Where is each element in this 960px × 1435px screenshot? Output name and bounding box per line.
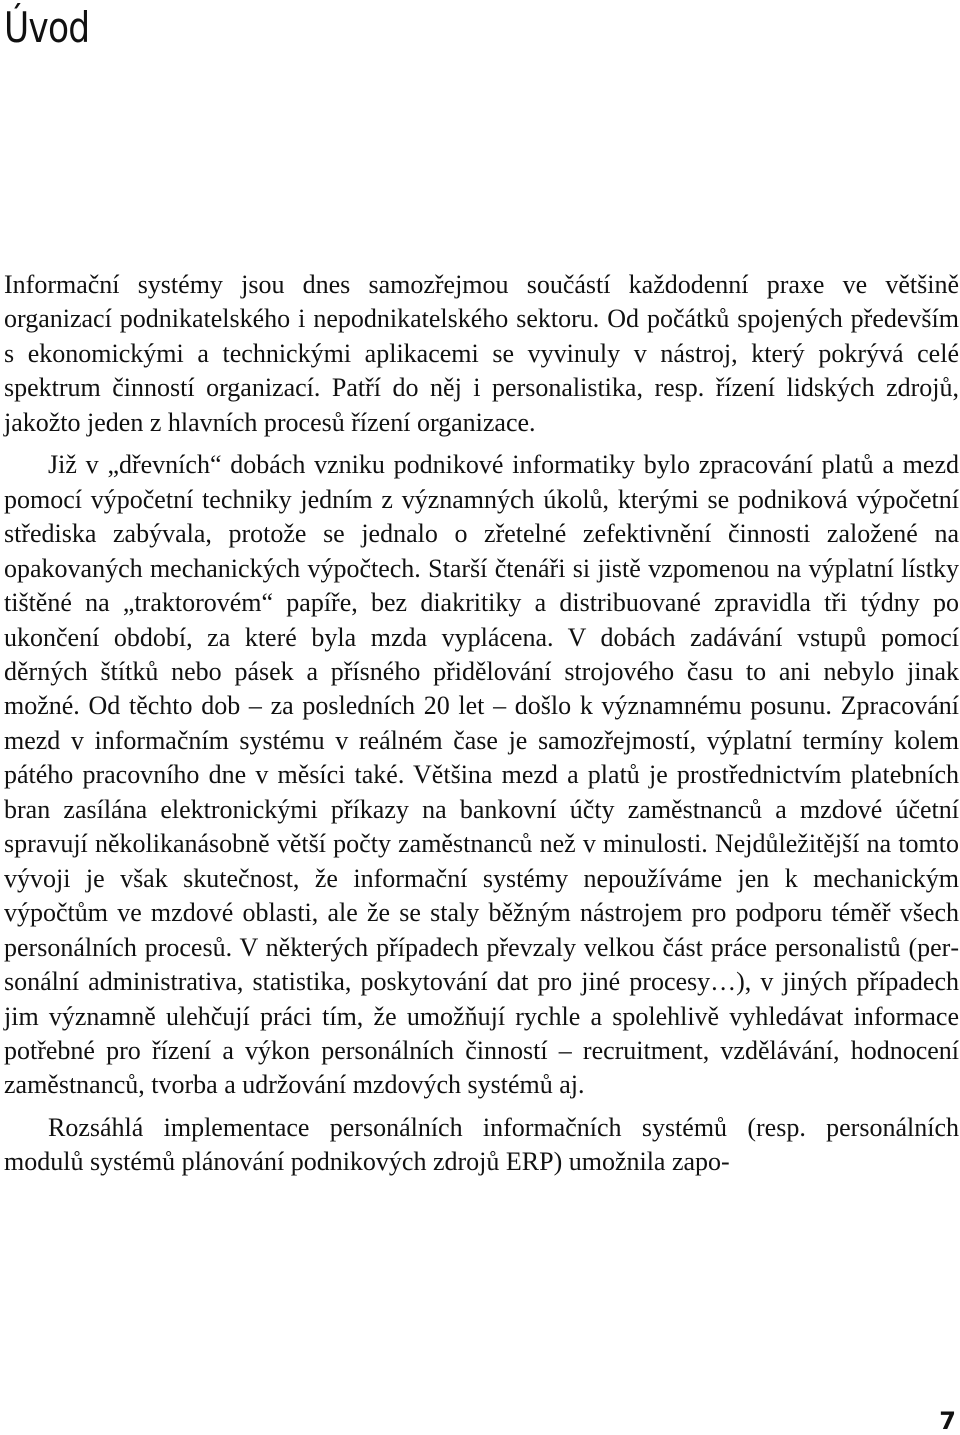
page-number: 7 [939,1407,956,1435]
page-title: Úvod [4,3,90,52]
body-text [4,268,959,1180]
paragraph-implementation: Rozsáhlá implementace personálních informačních systémů (resp. personálních modulů systémů plánování podnikových zdrojů ERP) umožnila zapo- [4,1112,959,1177]
paragraph-history: Již v „dřevních“ dobách vzniku podnikové informatiky bylo zpracování platů a mezd pomocí výpočetní techniky jedním z významných úkolů, kterými se podniková výpočetní střediska zabývala, protože se jednalo o zřetelné zefektivnění činnosti založené na opakovaných mechanických výpočtech. Starší čtenáři si jistě vzpomenou na výplatní lístky tištěné na „traktorovém“ papíře, bez diakritiky a distribuované zpravidla tři týdny po ukončení období, za které byla mzda vyplácena. V dobách zadávání vstupů pomocí děrných štítků nebo pásek a přísného přidělování strojového času to ani nebylo jinak možné. Od těchto dob – za posledních 20 let – došlo k významnému posunu. Zpracování mezd v informačním systému v reálném čase je samozřejmostí, výplatní termíny kolem pátého pracovního dne v měsíci také. Většina mezd a platů je prostřednictvím platebních bran zasílána elektronickými příkazy na bankovní účty zaměstnanců a mzdové účetní spravují několikanásobně větší počty zaměstnanců než v minulosti. Nejdůležitější na tomto vývoji je však skutečnost, že informační systémy nepoužíváme jen k mechanickým výpočtům ve mzdové oblasti, ale že se staly běžným nástrojem pro podporu téměř všech personálních procesů. V některých případech převzaly velkou část práce personalistů (personální administrativa, statistika, poskytování dat pro jiné procesy…), v jiných případech jim významně ulehčují práci tím, že umožňují rychle a spolehlivě vyhledávat informace potřebné pro řízení a výkon personálních činností – recruitment, vzdělávání, hodnocení zaměstnanců, tvorba a udržování mzdových systémů aj. [4,450,959,1100]
paragraph-intro: Informační systémy jsou dnes samozřejmou součástí každodenní praxe ve většině organizací podnikatelského i nepodnikatelského sektoru. Od počátků spojených především s ekonomickými a technickými aplikacemi se vyvinuly v nástroj, který pokrývá celé spektrum činností organizací. Patří do něj i personalistika, resp. řízení lidských zdrojů, jakožto jeden z hlavních procesů řízení organizace. [4,270,959,437]
